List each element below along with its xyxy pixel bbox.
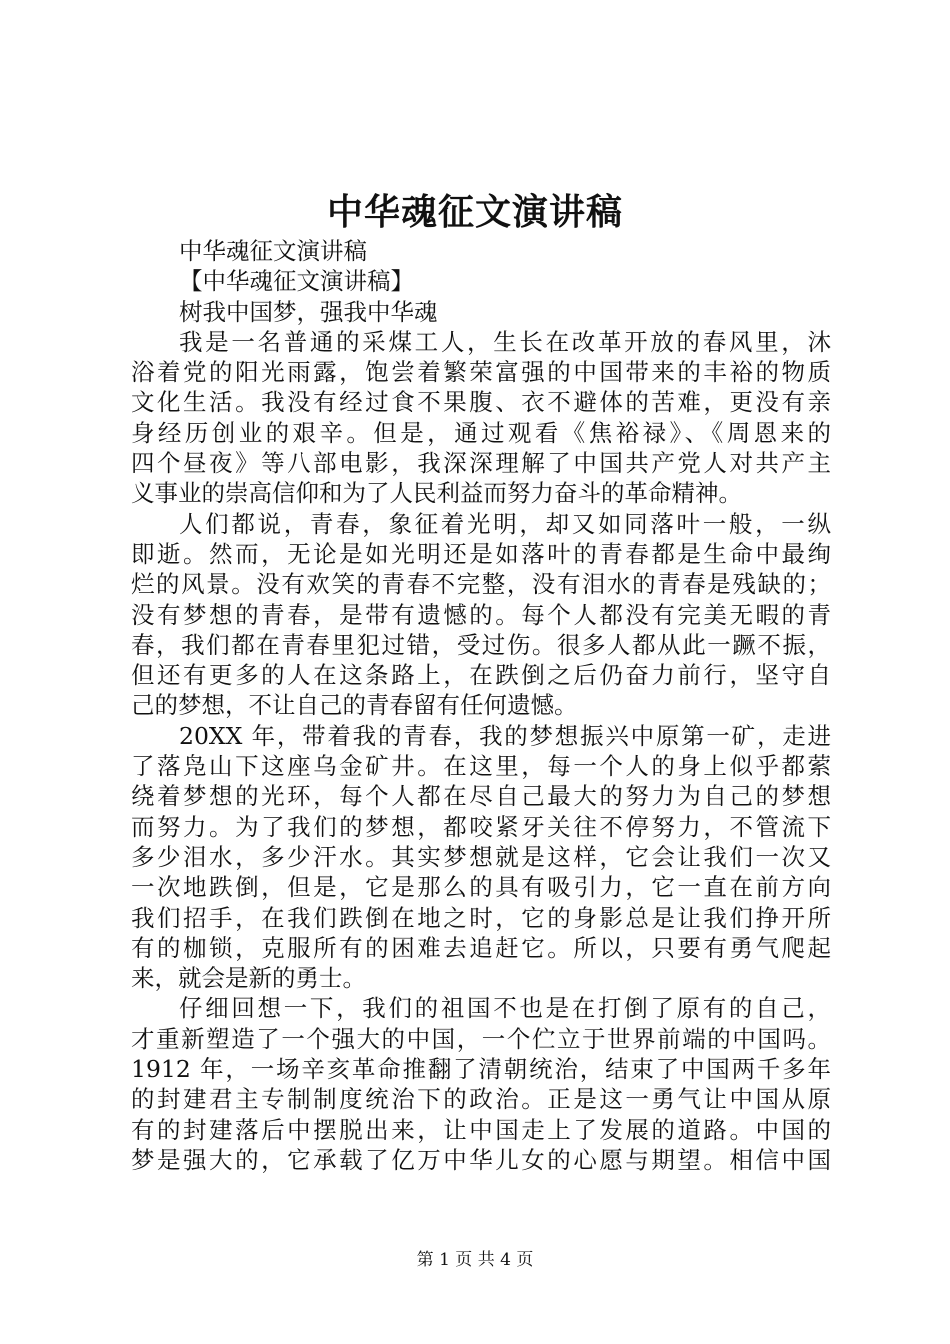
text-line: 浴着党的阳光雨露，饱尝着繁荣富强的中国带来的丰裕的物质 [131, 358, 831, 387]
text-line: 一次地跌倒，但是，它是那么的具有吸引力，它一直在前方向 [131, 873, 831, 902]
text-line: 1912 年，一场辛亥革命推翻了清朝统治，结束了中国两千多年 [131, 1055, 831, 1084]
text-line: 仔细回想一下，我们的祖国不也是在打倒了原有的自己， [179, 994, 831, 1023]
text-line: 身经历创业的艰辛。但是，通过观看《焦裕禄》、《周恩来的 [131, 418, 831, 447]
text-line: 春，我们都在青春里犯过错，受过伤。很多人都从此一蹶不振， [131, 630, 831, 659]
text-line: 来，就会是新的勇士。 [131, 964, 366, 993]
text-line: 绕着梦想的光环，每个人都在尽自己最大的努力为自己的梦想 [131, 782, 831, 811]
text-line: 义事业的崇高信仰和为了人民利益而努力奋斗的革命精神。 [131, 479, 742, 508]
text-line: 才重新塑造了一个强大的中国，一个伫立于世界前端的中国吗。 [131, 1024, 831, 1053]
document-body [131, 236, 831, 1175]
text-line: 我们招手，在我们跌倒在地之时，它的身影总是让我们挣开所 [131, 903, 831, 932]
text-line: 中华魂征文演讲稿 [179, 237, 367, 265]
text-line: 【中华魂征文演讲稿】 [179, 267, 414, 296]
text-line: 的封建君主专制制度统治下的政治。正是这一勇气让中国从原 [131, 1085, 831, 1114]
text-line: 即逝。然而，无论是如光明还是如落叶的青春都是生命中最绚 [131, 539, 831, 568]
text-line: 而努力。为了我们的梦想，都咬紧牙关往不停努力，不管流下 [131, 812, 831, 841]
text-line: 烂的风景。没有欢笑的青春不完整，没有泪水的青春是残缺的； [131, 570, 831, 599]
text-line: 但还有更多的人在这条路上，在跌倒之后仍奋力前行，坚守自 [131, 661, 831, 690]
text-line: 文化生活。我没有经过食不果腹、衣不避体的苦难，更没有亲 [131, 388, 831, 417]
text-line: 梦是强大的，它承载了亿万中华儿女的心愿与期望。相信中国 [131, 1145, 831, 1174]
text-line: 人们都说，青春，象征着光明，却又如同落叶一般，一纵 [179, 509, 831, 538]
text-line: 树我中国梦，强我中华魂 [179, 297, 438, 326]
text-line: 多少泪水，多少汗水。其实梦想就是这样，它会让我们一次又 [131, 842, 831, 871]
text-line: 四个昼夜》等八部电影，我深深理解了中国共产党人对共产主 [131, 449, 831, 478]
page-title: 中华魂征文演讲稿 [326, 191, 623, 233]
text-line: 有的封建落后中摆脱出来，让中国走上了发展的道路。中国的 [131, 1115, 831, 1144]
text-line: 了落凫山下这座乌金矿井。在这里，每一个人的身上似乎都萦 [131, 752, 831, 781]
text-line: 己的梦想，不让自己的青春留有任何遗憾。 [131, 691, 578, 720]
text-line: 20XX 年，带着我的青春，我的梦想振兴中原第一矿，走进 [179, 721, 831, 750]
text-line: 没有梦想的青春，是带有遗憾的。每个人都没有完美无暇的青 [131, 600, 831, 629]
text-line: 我是一名普通的采煤工人，生长在改革开放的春风里，沐 [179, 327, 831, 356]
text-line: 有的枷锁，克服所有的困难去追赶它。所以，只要有勇气爬起 [131, 933, 831, 962]
page-footer: 第 1 页 共 4 页 [416, 1250, 534, 1270]
